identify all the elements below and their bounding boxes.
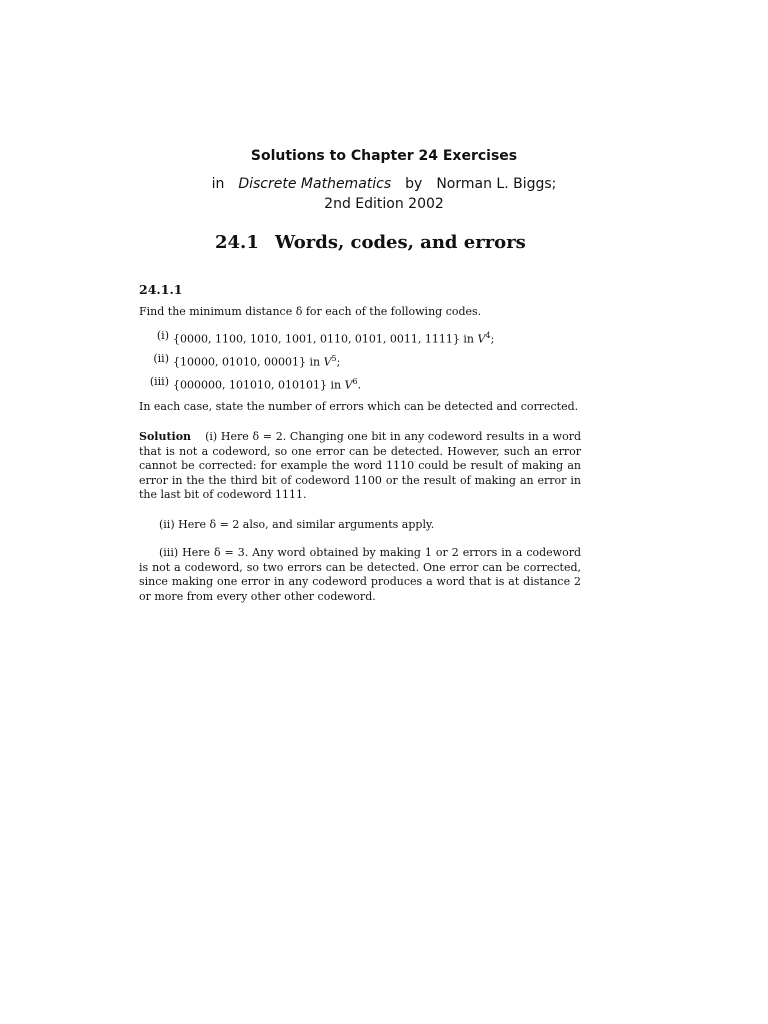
space-word: in [309, 355, 321, 369]
space-exponent: 4 [485, 331, 491, 340]
code-list [139, 328, 581, 397]
item-content [173, 351, 340, 371]
vector-space: V [477, 332, 486, 346]
code-set: {10000, 01010, 00001} [173, 355, 306, 369]
solution-part-ii: (ii) Here δ = 2 also, and similar arguments apply. [159, 518, 435, 531]
code-item-iii [139, 374, 581, 397]
document-subtitle [0, 176, 768, 192]
solution-label: Solution [139, 430, 192, 443]
item-end: ; [490, 332, 495, 346]
book-title: Discrete Mathematics [238, 176, 392, 192]
exercise-instruction: In each case, state the number of errors which can be detected and corrected. [139, 400, 579, 413]
code-set: {000000, 101010, 010101} [173, 378, 327, 392]
space-word: in [330, 378, 342, 392]
author-name: Norman L. Biggs; [436, 176, 557, 192]
item-label: (i) [156, 329, 169, 342]
vector-space: V [344, 378, 353, 392]
solution-part-i [139, 430, 581, 503]
code-set: {0000, 1100, 1010, 1001, 0110, 0101, 0011, 1111} [173, 332, 460, 346]
exercise-prompt: Find the minimum distance δ for each of the following codes. [139, 305, 482, 318]
item-label: (iii) [149, 375, 169, 388]
code-item-i [139, 328, 581, 351]
subtitle-in: in [211, 176, 225, 192]
edition-line: 2nd Edition 2002 [324, 196, 444, 212]
solution-part-i-text: (i) Here δ = 2. Changing one bit in any codeword results in a word that is not a codeword, so one error can be detected. However, such an error cannot be corrected: for example the word 1110 could be result of making an error in the the third bit of codeword 1100 or the result of making an error in the last bit of codeword 1111. [139, 430, 581, 502]
item-end: ; [336, 355, 341, 369]
section-number: 24.1 [215, 232, 259, 253]
item-content [173, 374, 361, 394]
subtitle-by: by [405, 176, 423, 192]
vector-space: V [323, 355, 332, 369]
space-word: in [463, 332, 475, 346]
space-exponent: 5 [331, 354, 337, 363]
item-end: . [357, 378, 362, 392]
document-title: Solutions to Chapter 24 Exercises [250, 148, 518, 164]
code-item-ii [139, 351, 581, 374]
section-title: Words, codes, and errors [275, 232, 526, 253]
item-content [173, 328, 494, 348]
space-exponent: 6 [352, 377, 358, 386]
section-heading [215, 232, 526, 253]
exercise-number: 24.1.1 [139, 282, 183, 297]
solution-part-iii: (iii) Here δ = 3. Any word obtained by making 1 or 2 errors in a codeword is not a codeword, so two errors can be detected. One error can be corrected, since making one error in any codeword produces a word that is at distance 2 or more from every other other codeword. [139, 546, 581, 603]
item-label: (ii) [153, 352, 169, 365]
